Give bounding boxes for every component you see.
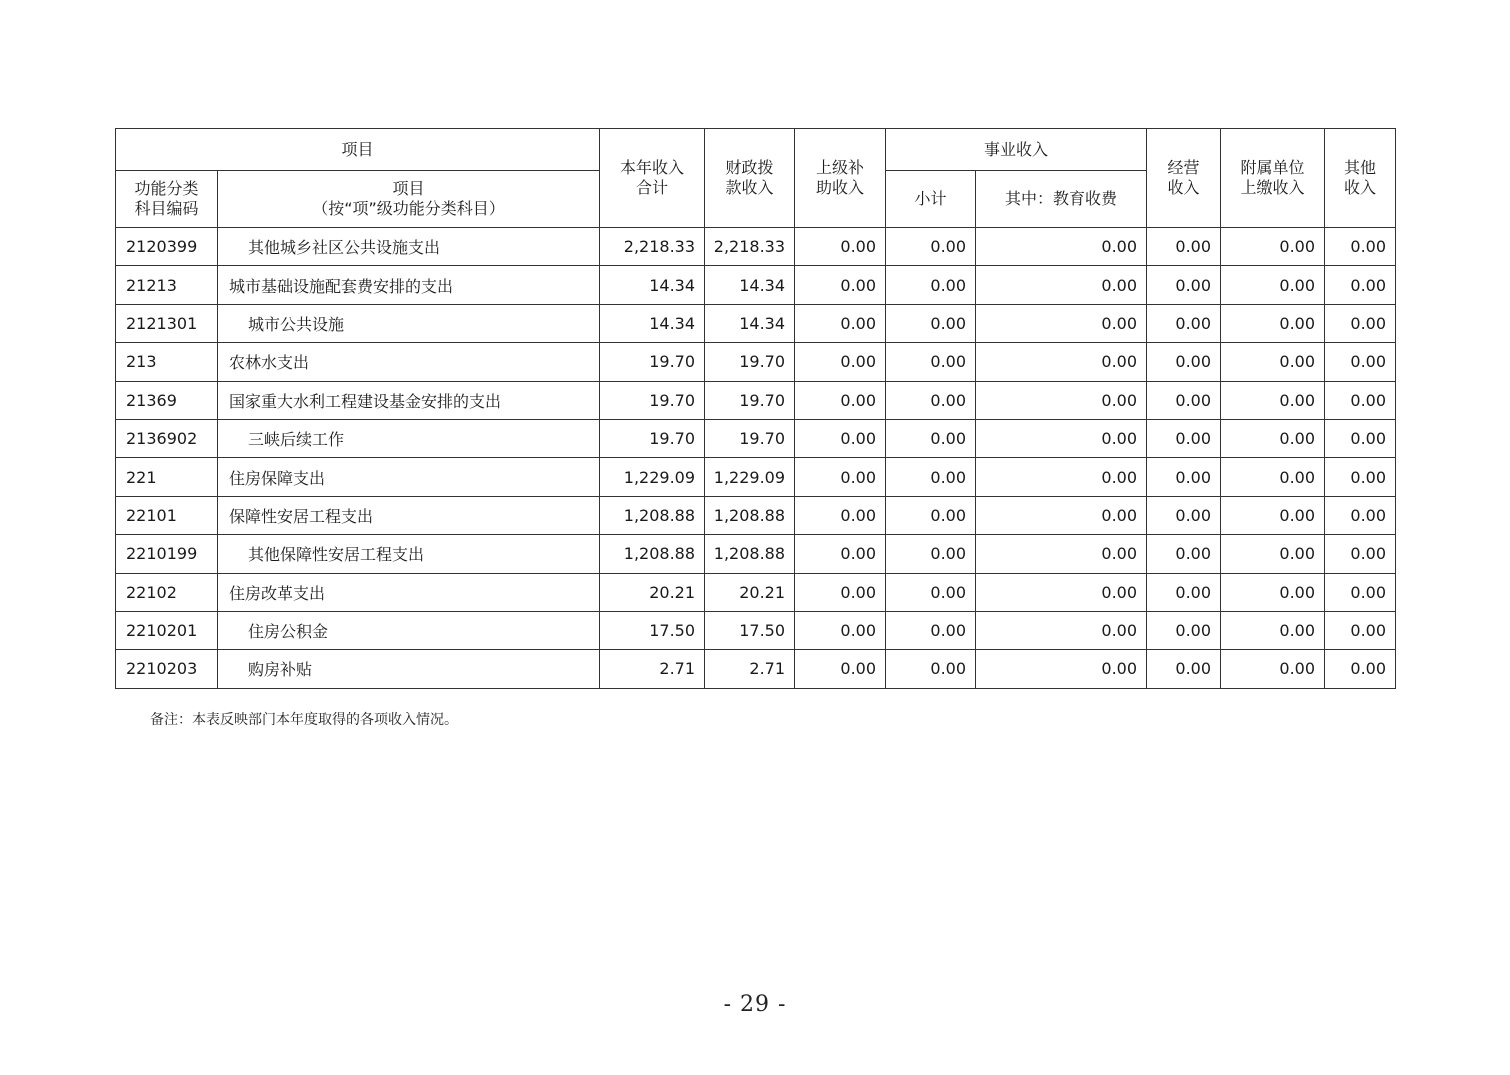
- cell-total-income: 14.34: [600, 304, 705, 342]
- cell-total-income: 19.70: [600, 381, 705, 419]
- cell-fiscal-appropriation: 20.21: [705, 573, 795, 611]
- cell-other-income: 0.00: [1325, 381, 1396, 419]
- cell-function-code: 213: [116, 343, 218, 381]
- cell-affiliated-income: 0.00: [1221, 228, 1325, 266]
- cell-affiliated-income: 0.00: [1221, 343, 1325, 381]
- cell-career-education-fee: 0.00: [976, 419, 1147, 457]
- cell-career-subtotal: 0.00: [886, 266, 976, 304]
- cell-item-name: 农林水支出: [218, 343, 600, 381]
- cell-total-income: 14.34: [600, 266, 705, 304]
- cell-fiscal-appropriation: 2,218.33: [705, 228, 795, 266]
- cell-total-income: 1,208.88: [600, 535, 705, 573]
- table-row: [116, 381, 1396, 419]
- cell-affiliated-income: 0.00: [1221, 496, 1325, 534]
- cell-operating-income: 0.00: [1147, 228, 1221, 266]
- cell-function-code: 22102: [116, 573, 218, 611]
- cell-superior-subsidy: 0.00: [795, 228, 886, 266]
- cell-affiliated-income: 0.00: [1221, 381, 1325, 419]
- cell-total-income: 19.70: [600, 419, 705, 457]
- cell-item-name: 保障性安居工程支出: [218, 496, 600, 534]
- cell-item-name: 住房公积金: [218, 611, 600, 649]
- cell-function-code: 21213: [116, 266, 218, 304]
- cell-career-subtotal: 0.00: [886, 419, 976, 457]
- cell-item-name: 城市公共设施: [218, 304, 600, 342]
- cell-career-education-fee: 0.00: [976, 650, 1147, 688]
- page-number: - 29 -: [723, 992, 787, 1017]
- cell-total-income: 1,208.88: [600, 496, 705, 534]
- cell-function-code: 22101: [116, 496, 218, 534]
- income-table: [115, 128, 1396, 689]
- cell-fiscal-appropriation: 2.71: [705, 650, 795, 688]
- cell-function-code: 2136902: [116, 419, 218, 457]
- cell-fiscal-appropriation: 19.70: [705, 419, 795, 457]
- cell-fiscal-appropriation: 19.70: [705, 343, 795, 381]
- header-superior-subsidy: 上级补 助收入: [795, 129, 886, 228]
- cell-career-education-fee: 0.00: [976, 611, 1147, 649]
- cell-career-subtotal: 0.00: [886, 343, 976, 381]
- header-operating-income: 经营 收入: [1147, 129, 1221, 228]
- cell-superior-subsidy: 0.00: [795, 304, 886, 342]
- cell-career-subtotal: 0.00: [886, 381, 976, 419]
- cell-operating-income: 0.00: [1147, 304, 1221, 342]
- cell-superior-subsidy: 0.00: [795, 573, 886, 611]
- cell-operating-income: 0.00: [1147, 419, 1221, 457]
- cell-career-education-fee: 0.00: [976, 304, 1147, 342]
- cell-career-subtotal: 0.00: [886, 650, 976, 688]
- cell-career-subtotal: 0.00: [886, 573, 976, 611]
- header-item-name: 项目 （按“项”级功能分类科目）: [218, 171, 600, 228]
- cell-superior-subsidy: 0.00: [795, 266, 886, 304]
- cell-career-subtotal: 0.00: [886, 228, 976, 266]
- cell-affiliated-income: 0.00: [1221, 573, 1325, 611]
- cell-operating-income: 0.00: [1147, 611, 1221, 649]
- cell-superior-subsidy: 0.00: [795, 496, 886, 534]
- cell-operating-income: 0.00: [1147, 650, 1221, 688]
- table-row: [116, 419, 1396, 457]
- table-row: [116, 650, 1396, 688]
- header-row-top: [116, 129, 1396, 171]
- cell-affiliated-income: 0.00: [1221, 304, 1325, 342]
- cell-superior-subsidy: 0.00: [795, 381, 886, 419]
- cell-affiliated-income: 0.00: [1221, 266, 1325, 304]
- cell-item-name: 国家重大水利工程建设基金安排的支出: [218, 381, 600, 419]
- cell-fiscal-appropriation: 19.70: [705, 381, 795, 419]
- cell-other-income: 0.00: [1325, 343, 1396, 381]
- table-note: 备注：本表反映部门本年度取得的各项收入情况。: [150, 712, 458, 728]
- cell-other-income: 0.00: [1325, 458, 1396, 496]
- cell-function-code: 21369: [116, 381, 218, 419]
- cell-career-education-fee: 0.00: [976, 573, 1147, 611]
- cell-function-code: 2210203: [116, 650, 218, 688]
- cell-superior-subsidy: 0.00: [795, 343, 886, 381]
- cell-career-education-fee: 0.00: [976, 343, 1147, 381]
- table-row: [116, 228, 1396, 266]
- cell-other-income: 0.00: [1325, 228, 1396, 266]
- cell-career-subtotal: 0.00: [886, 458, 976, 496]
- cell-superior-subsidy: 0.00: [795, 535, 886, 573]
- cell-operating-income: 0.00: [1147, 496, 1221, 534]
- cell-career-education-fee: 0.00: [976, 228, 1147, 266]
- cell-career-subtotal: 0.00: [886, 611, 976, 649]
- cell-total-income: 19.70: [600, 343, 705, 381]
- cell-other-income: 0.00: [1325, 611, 1396, 649]
- cell-item-name: 城市基础设施配套费安排的支出: [218, 266, 600, 304]
- cell-item-name: 其他保障性安居工程支出: [218, 535, 600, 573]
- table-row: [116, 496, 1396, 534]
- cell-item-name: 住房保障支出: [218, 458, 600, 496]
- cell-total-income: 20.21: [600, 573, 705, 611]
- cell-other-income: 0.00: [1325, 266, 1396, 304]
- cell-operating-income: 0.00: [1147, 381, 1221, 419]
- cell-career-education-fee: 0.00: [976, 458, 1147, 496]
- cell-superior-subsidy: 0.00: [795, 458, 886, 496]
- cell-total-income: 2.71: [600, 650, 705, 688]
- cell-career-subtotal: 0.00: [886, 496, 976, 534]
- header-career-education-fee: 其中：教育收费: [976, 171, 1147, 228]
- cell-function-code: 2121301: [116, 304, 218, 342]
- cell-affiliated-income: 0.00: [1221, 535, 1325, 573]
- cell-superior-subsidy: 0.00: [795, 419, 886, 457]
- cell-career-subtotal: 0.00: [886, 535, 976, 573]
- cell-other-income: 0.00: [1325, 650, 1396, 688]
- table-row: [116, 343, 1396, 381]
- cell-other-income: 0.00: [1325, 535, 1396, 573]
- cell-fiscal-appropriation: 14.34: [705, 304, 795, 342]
- cell-career-education-fee: 0.00: [976, 381, 1147, 419]
- cell-affiliated-income: 0.00: [1221, 458, 1325, 496]
- cell-superior-subsidy: 0.00: [795, 611, 886, 649]
- cell-career-education-fee: 0.00: [976, 266, 1147, 304]
- table-row: [116, 535, 1396, 573]
- cell-operating-income: 0.00: [1147, 573, 1221, 611]
- header-career-income: 事业收入: [886, 129, 1147, 171]
- cell-affiliated-income: 0.00: [1221, 611, 1325, 649]
- cell-item-name: 购房补贴: [218, 650, 600, 688]
- table-row: [116, 304, 1396, 342]
- cell-total-income: 1,229.09: [600, 458, 705, 496]
- cell-career-education-fee: 0.00: [976, 535, 1147, 573]
- cell-operating-income: 0.00: [1147, 458, 1221, 496]
- cell-total-income: 2,218.33: [600, 228, 705, 266]
- cell-fiscal-appropriation: 1,229.09: [705, 458, 795, 496]
- header-affiliated-income: 附属单位 上缴收入: [1221, 129, 1325, 228]
- cell-operating-income: 0.00: [1147, 535, 1221, 573]
- cell-career-education-fee: 0.00: [976, 496, 1147, 534]
- table-row: [116, 611, 1396, 649]
- cell-item-name: 其他城乡社区公共设施支出: [218, 228, 600, 266]
- table-row: [116, 266, 1396, 304]
- cell-superior-subsidy: 0.00: [795, 650, 886, 688]
- cell-item-name: 三峡后续工作: [218, 419, 600, 457]
- header-career-subtotal: 小计: [886, 171, 976, 228]
- cell-fiscal-appropriation: 1,208.88: [705, 535, 795, 573]
- cell-other-income: 0.00: [1325, 496, 1396, 534]
- table-row: [116, 458, 1396, 496]
- header-fiscal-appropriation: 财政拨 款收入: [705, 129, 795, 228]
- header-total-income: 本年收入 合计: [600, 129, 705, 228]
- table-row: [116, 573, 1396, 611]
- table-body: [116, 228, 1396, 689]
- cell-other-income: 0.00: [1325, 419, 1396, 457]
- cell-function-code: 2210199: [116, 535, 218, 573]
- header-function-code: 功能分类 科目编码: [116, 171, 218, 228]
- cell-function-code: 221: [116, 458, 218, 496]
- cell-fiscal-appropriation: 14.34: [705, 266, 795, 304]
- cell-other-income: 0.00: [1325, 304, 1396, 342]
- cell-other-income: 0.00: [1325, 573, 1396, 611]
- cell-affiliated-income: 0.00: [1221, 650, 1325, 688]
- cell-fiscal-appropriation: 17.50: [705, 611, 795, 649]
- cell-operating-income: 0.00: [1147, 266, 1221, 304]
- cell-total-income: 17.50: [600, 611, 705, 649]
- cell-affiliated-income: 0.00: [1221, 419, 1325, 457]
- cell-career-subtotal: 0.00: [886, 304, 976, 342]
- cell-function-code: 2210201: [116, 611, 218, 649]
- cell-operating-income: 0.00: [1147, 343, 1221, 381]
- cell-item-name: 住房改革支出: [218, 573, 600, 611]
- cell-fiscal-appropriation: 1,208.88: [705, 496, 795, 534]
- cell-function-code: 2120399: [116, 228, 218, 266]
- header-other-income: 其他 收入: [1325, 129, 1396, 228]
- header-project: 项目: [116, 129, 600, 171]
